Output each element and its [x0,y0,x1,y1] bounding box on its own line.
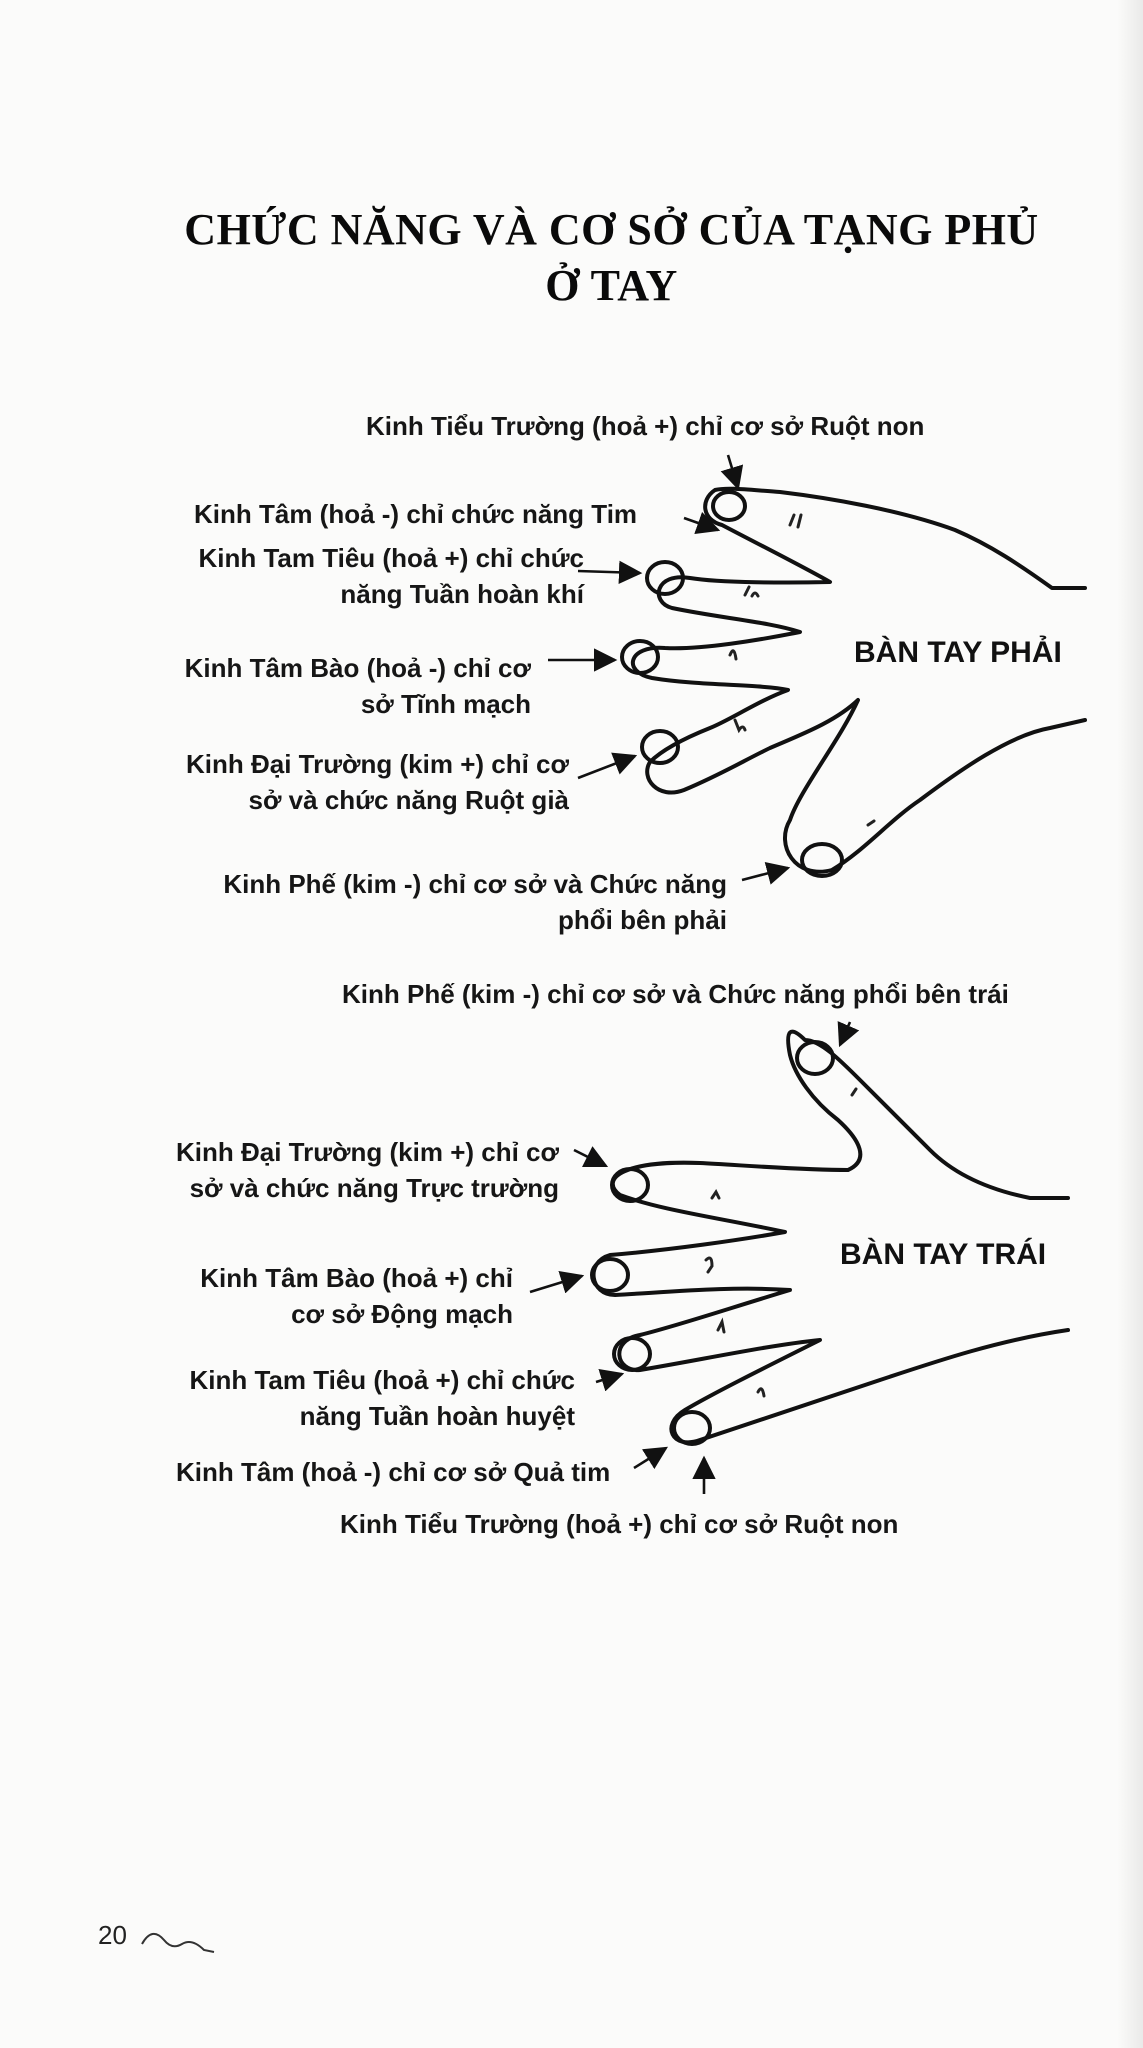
right-hand-outline [622,489,1085,876]
label-right-dai-truong [186,746,569,818]
label-right-dai-truong-line1: Kinh Đại Trường (kim +) chỉ cơ [185,749,569,779]
page-number: 20 [98,1920,127,1950]
label-right-tam-bao-line2: sở Tĩnh mạch [360,689,531,719]
label-right-tam-tieu-line1: Kinh Tam Tiêu (hoả +) chỉ chức [198,543,584,573]
label-left-tieu-truong: Kinh Tiểu Trường (hoả +) chỉ cơ sở Ruột non [340,1509,899,1539]
label-left-dai-truong-line1: Kinh Đại Trường (kim +) chỉ cơ [175,1137,559,1167]
label-left-tam-tieu [189,1362,575,1434]
left-hand-heading: BÀN TAY TRÁI [840,1238,1047,1271]
label-left-tam-bao [200,1260,513,1332]
label-right-phe-line2: phổi bên phải [558,905,727,935]
label-left-tam-tieu-line1: Kinh Tam Tiêu (hoả +) chỉ chức [189,1365,575,1395]
label-right-tam-bao-line1: Kinh Tâm Bào (hoả -) chỉ cơ [184,653,531,683]
label-left-tam-tieu-line2: năng Tuần hoàn huyệt [299,1401,575,1431]
label-right-tam-bao [185,650,531,722]
label-left-tam-bao-line2: cơ sở Động mạch [291,1299,513,1329]
label-right-tam: Kinh Tâm (hoả -) chỉ chức năng Tim [194,499,638,529]
label-right-tam-tieu [198,540,584,612]
page-title: CHỨC NĂNG VÀ CƠ SỞ CỦA TẠNG PHỦ [184,205,1039,254]
label-right-tam-tieu-line2: năng Tuần hoàn khí [340,579,584,609]
label-left-tam-bao-line1: Kinh Tâm Bào (hoả +) chỉ [200,1263,513,1293]
label-right-phe-line1: Kinh Phế (kim -) chỉ cơ sở và Chức năng [223,869,727,899]
label-right-dai-truong-line2: sở và chức năng Ruột già [248,785,569,815]
label-right-phe [223,866,727,938]
label-left-dai-truong-line2: sở và chức năng Trực trường [189,1173,559,1203]
label-left-tam: Kinh Tâm (hoả -) chỉ cơ sở Quả tim [176,1457,611,1487]
label-right-tieu-truong: Kinh Tiểu Trường (hoả +) chỉ cơ sở Ruột non [366,411,925,441]
page-title-line-2: Ở TAY [545,261,678,310]
label-left-dai-truong [176,1134,559,1206]
right-hand-heading: BÀN TAY PHẢI [854,636,1062,669]
label-left-phe: Kinh Phế (kim -) chỉ cơ sở và Chức năng phổi bên trái [342,979,1009,1009]
